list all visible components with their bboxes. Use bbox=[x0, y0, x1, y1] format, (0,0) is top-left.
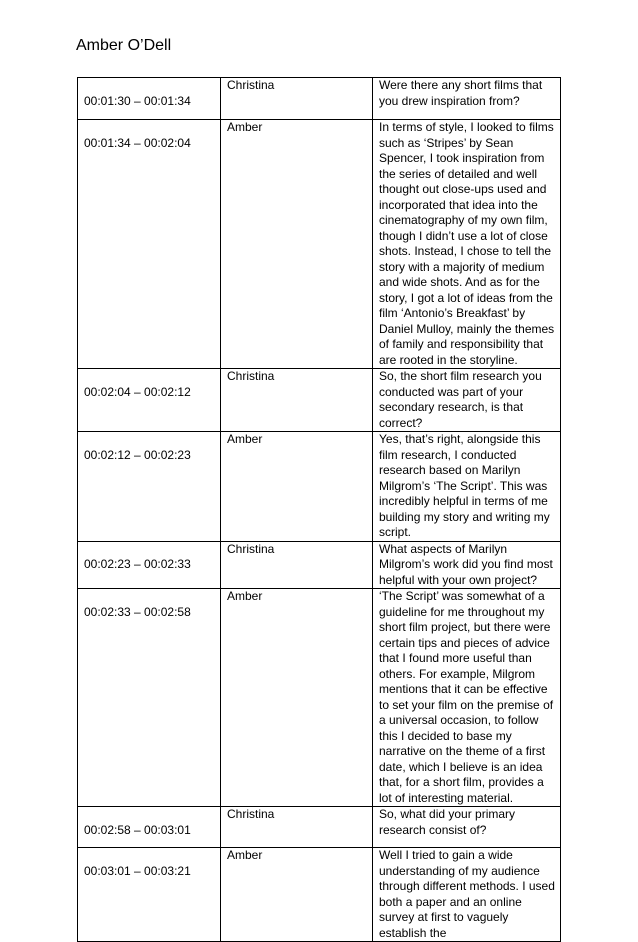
dialogue-cell: ‘The Script’ was somewhat of a guideline for me throughout my short film project, but there were certain tips and pieces of advice that I found more useful than others. For example, Milgrom mentions that it can be effective to set your film on the premise of a universal occasion, to follow this I decided to base my narrative on the theme of a first date, which I believe is an idea that, for a short film, provides a lot of interesting material. bbox=[373, 589, 561, 807]
dialogue-cell: So, the short film research you conducted was part of your secondary research, is that correct? bbox=[373, 369, 561, 432]
dialogue-cell: Well I tried to gain a wide understanding of my audience through different methods. I used both a paper and an online survey at first to vaguely establish the bbox=[373, 848, 561, 942]
dialogue-cell: In terms of style, I looked to films such as ‘Stripes’ by Sean Spencer, I took inspiration from the series of detailed and well thought out close-ups used and incorporated that idea into the cinematography of my own film, though I didn’t use a lot of close shots. Instead, I chose to tell the story with a majority of medium and wide shots. And as for the story, I got a lot of ideas from the film ‘Antonio’s Breakfast’ by Daniel Mulloy, mainly the themes of family and responsibility that are rooted in the storyline. bbox=[373, 120, 561, 369]
speaker-cell: Amber bbox=[221, 120, 373, 369]
speaker-cell: Amber bbox=[221, 432, 373, 542]
transcript-table bbox=[77, 77, 561, 942]
dialogue-cell: Yes, that’s right, alongside this film research, I conducted research based on Marilyn Milgrom’s ‘The Script’. This was incredibly helpful in terms of me building my story and writing my script. bbox=[373, 432, 561, 542]
timestamp-cell: 00:02:58 – 00:03:01 bbox=[78, 807, 221, 848]
speaker-cell: Amber bbox=[221, 589, 373, 807]
table-row bbox=[78, 78, 561, 120]
timestamp-cell: 00:02:04 – 00:02:12 bbox=[78, 369, 221, 432]
speaker-cell: Christina bbox=[221, 541, 373, 589]
timestamp-cell: 00:02:12 – 00:02:23 bbox=[78, 432, 221, 542]
dialogue-cell: What aspects of Marilyn Milgrom’s work did you find most helpful with your own project? bbox=[373, 541, 561, 589]
table-row bbox=[78, 589, 561, 807]
table-row bbox=[78, 432, 561, 542]
dialogue-cell: So, what did your primary research consist of? bbox=[373, 807, 561, 848]
speaker-cell: Christina bbox=[221, 807, 373, 848]
timestamp-cell: 00:03:01 – 00:03:21 bbox=[78, 848, 221, 942]
timestamp-cell: 00:02:23 – 00:02:33 bbox=[78, 541, 221, 589]
table-row bbox=[78, 120, 561, 369]
page-header-author: Amber O’Dell bbox=[76, 37, 172, 54]
table-row bbox=[78, 541, 561, 589]
timestamp-cell: 00:01:30 – 00:01:34 bbox=[78, 78, 221, 120]
table-row bbox=[78, 807, 561, 848]
speaker-cell: Christina bbox=[221, 78, 373, 120]
speaker-cell: Christina bbox=[221, 369, 373, 432]
table-row bbox=[78, 369, 561, 432]
speaker-cell: Amber bbox=[221, 848, 373, 942]
timestamp-cell: 00:02:33 – 00:02:58 bbox=[78, 589, 221, 807]
timestamp-cell: 00:01:34 – 00:02:04 bbox=[78, 120, 221, 369]
dialogue-cell: Were there any short films that you drew inspiration from? bbox=[373, 78, 561, 120]
table-row bbox=[78, 848, 561, 942]
